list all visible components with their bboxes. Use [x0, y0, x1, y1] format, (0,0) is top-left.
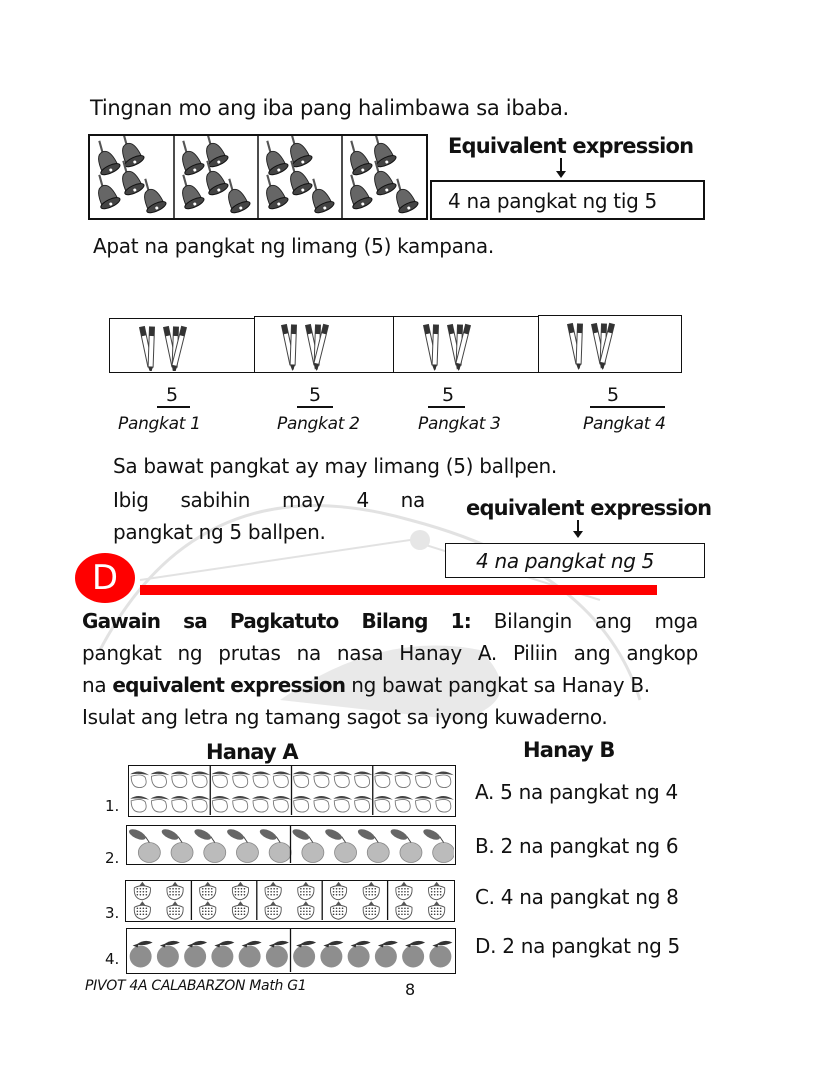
footer-source: PIVOT 4A CALABARZON Math G1 [85, 978, 307, 994]
strawberry-icon [363, 901, 379, 919]
activity-text: pangkat ng prutas na nasa Hanay A. Piliin ang angkop [82, 641, 698, 665]
group-count: 5 [607, 384, 619, 406]
bell-icon [172, 137, 205, 177]
ballpen-icon [148, 327, 155, 371]
group-count: 5 [166, 384, 178, 406]
group-count: 5 [442, 384, 454, 406]
expression-box-2 [445, 543, 705, 578]
mango-icon [333, 796, 352, 812]
strawberry-icon [363, 882, 379, 900]
strawberry-icon [396, 882, 412, 900]
strawberry-icon [232, 882, 248, 900]
orange-icon [266, 941, 289, 968]
hanay-b-title: Hanay B [523, 738, 615, 762]
orange-icon [293, 941, 316, 968]
bell-icon [90, 137, 121, 177]
strawberry-icon [167, 901, 183, 919]
mango-icon [252, 796, 271, 812]
orange-icon [239, 941, 262, 968]
mango-icon [435, 771, 454, 787]
activity-text: ng bawat pangkat sa Hanay B. [345, 673, 650, 697]
activity-title: Gawain sa Pagkatuto Bilang 1: [82, 609, 471, 633]
mango-icon [272, 796, 291, 812]
mango-icon [293, 796, 312, 812]
mango-icon [232, 796, 251, 812]
example2-line1: Sa bawat pangkat ay may limang (5) ballpen. [113, 454, 557, 478]
bell-icon [90, 171, 121, 211]
hanay-b-option-c: C. 4 na pangkat ng 8 [475, 885, 679, 909]
item-number: 4. [105, 950, 120, 968]
strawberry-icon [232, 901, 248, 919]
ballpen-group-box [254, 316, 394, 373]
strawberry-icon [429, 901, 445, 919]
guava-icon [356, 827, 389, 862]
example2-line2a: Ibig sabihin may 4 na [113, 488, 425, 512]
hanay-a-title: Hanay A [206, 740, 298, 764]
strawberry-icon [396, 901, 412, 919]
group-count: 5 [309, 384, 321, 406]
item-number: 2. [105, 849, 120, 867]
mango-icon [191, 771, 210, 787]
hanay-b-option-d: D. 2 na pangkat ng 5 [475, 934, 680, 958]
ballpen-icon [576, 324, 583, 370]
mango-icon [150, 796, 169, 812]
guava-icon [258, 827, 291, 862]
orange-icon [402, 941, 425, 968]
strawberry-icon [134, 882, 150, 900]
guava-icon [128, 827, 161, 862]
ballpen-group-box [109, 318, 255, 373]
group-label: Pangkat 3 [418, 414, 501, 434]
strawberry-icon [429, 882, 445, 900]
mango-icon [191, 796, 210, 812]
section-d-badge [75, 553, 135, 603]
count-underline [297, 406, 333, 408]
mango-icon [252, 771, 271, 787]
guava-icon [422, 827, 454, 862]
bell-icon [256, 137, 289, 177]
mango-icon [374, 796, 393, 812]
expression-box-1 [430, 180, 705, 220]
ballpen-group-box [393, 316, 539, 373]
guava-icon [193, 827, 226, 862]
strawberry-icon [200, 882, 216, 900]
bell-icon [340, 137, 373, 177]
mango-icon [354, 796, 373, 812]
mango-icon [394, 796, 413, 812]
count-underline [428, 406, 465, 408]
count-underline [590, 406, 665, 408]
equivalent-expression-label-1: Equivalent expression [448, 134, 694, 158]
orange-icon [211, 941, 234, 968]
arrow-down-icon [560, 158, 562, 172]
ballpen-icon [432, 325, 439, 371]
orange-icon [184, 941, 207, 968]
hanay-b-option-b: B. 2 na pangkat ng 6 [475, 834, 679, 858]
guava-icon [160, 827, 193, 862]
strawberry-icon [330, 882, 346, 900]
mango-icon [171, 796, 190, 812]
orange-icon [130, 941, 153, 968]
activity-text: Isulat ang letra ng tamang sagot sa iyong kuwaderno. [82, 705, 608, 729]
bell-icon [256, 171, 289, 211]
mango-icon [374, 771, 393, 787]
orange-icon [157, 941, 180, 968]
fruit-row-box [126, 825, 456, 865]
count-underline [157, 406, 190, 408]
guava-icon [291, 827, 324, 862]
ballpen-icon [290, 325, 297, 371]
mango-icon [130, 771, 149, 787]
activity-instructions [82, 605, 698, 733]
equivalent-expression-label-2: equivalent expression [466, 496, 712, 520]
fruit-row-box [125, 880, 455, 922]
section-letter: D [91, 558, 119, 598]
group-label: Pangkat 4 [583, 414, 666, 434]
orange-icon [320, 941, 343, 968]
group-label: Pangkat 1 [118, 414, 201, 434]
strawberry-icon [330, 901, 346, 919]
mango-icon [211, 796, 230, 812]
activity-text: Bilangin ang mga [470, 609, 698, 633]
guava-icon [324, 827, 357, 862]
arrow-down-icon [577, 520, 579, 532]
example2-line2b: pangkat ng 5 ballpen. [113, 520, 326, 544]
item-number: 1. [105, 797, 120, 815]
guava-icon [226, 827, 259, 862]
strawberry-icon [200, 901, 216, 919]
mango-icon [313, 796, 332, 812]
activity-keyword: equivalent expression [112, 673, 346, 697]
mango-icon [150, 771, 169, 787]
mango-icon [435, 796, 454, 812]
orange-icon [375, 941, 398, 968]
group-label: Pangkat 2 [277, 414, 360, 434]
orange-icon [348, 941, 371, 968]
strawberry-icon [167, 882, 183, 900]
caption-1: Apat na pangkat ng limang (5) kampana. [93, 234, 494, 258]
activity-text: na [82, 673, 113, 697]
mango-icon [232, 771, 251, 787]
strawberry-icon [298, 901, 314, 919]
section-divider [140, 585, 657, 595]
strawberry-icon [265, 901, 281, 919]
bell-icon [172, 171, 205, 211]
intro-text: Tingnan mo ang iba pang halimbawa sa ibaba. [90, 96, 569, 120]
orange-icon [429, 941, 452, 968]
mango-icon [293, 771, 312, 787]
fruit-row-box [126, 928, 456, 974]
mango-icon [333, 771, 352, 787]
strawberry-icon [265, 882, 281, 900]
guava-icon [389, 827, 422, 862]
ballpen-group-box [538, 315, 682, 373]
page-number: 8 [405, 980, 416, 999]
expression-1: 4 na pangkat ng tig 5 [448, 189, 657, 213]
strawberry-icon [134, 901, 150, 919]
mango-icon [313, 771, 332, 787]
bell-groups [88, 134, 428, 220]
mango-icon [272, 771, 291, 787]
fruit-row-box [128, 765, 456, 817]
mango-icon [130, 796, 149, 812]
mango-icon [394, 771, 413, 787]
mango-icon [211, 771, 230, 787]
expression-2: 4 na pangkat ng 5 [476, 549, 655, 573]
strawberry-icon [298, 882, 314, 900]
mango-icon [415, 771, 434, 787]
mango-icon [171, 771, 190, 787]
hanay-b-option-a: A. 5 na pangkat ng 4 [475, 780, 678, 804]
bell-icon [340, 171, 373, 211]
mango-icon [354, 771, 373, 787]
item-number: 3. [105, 904, 120, 922]
mango-icon [415, 796, 434, 812]
